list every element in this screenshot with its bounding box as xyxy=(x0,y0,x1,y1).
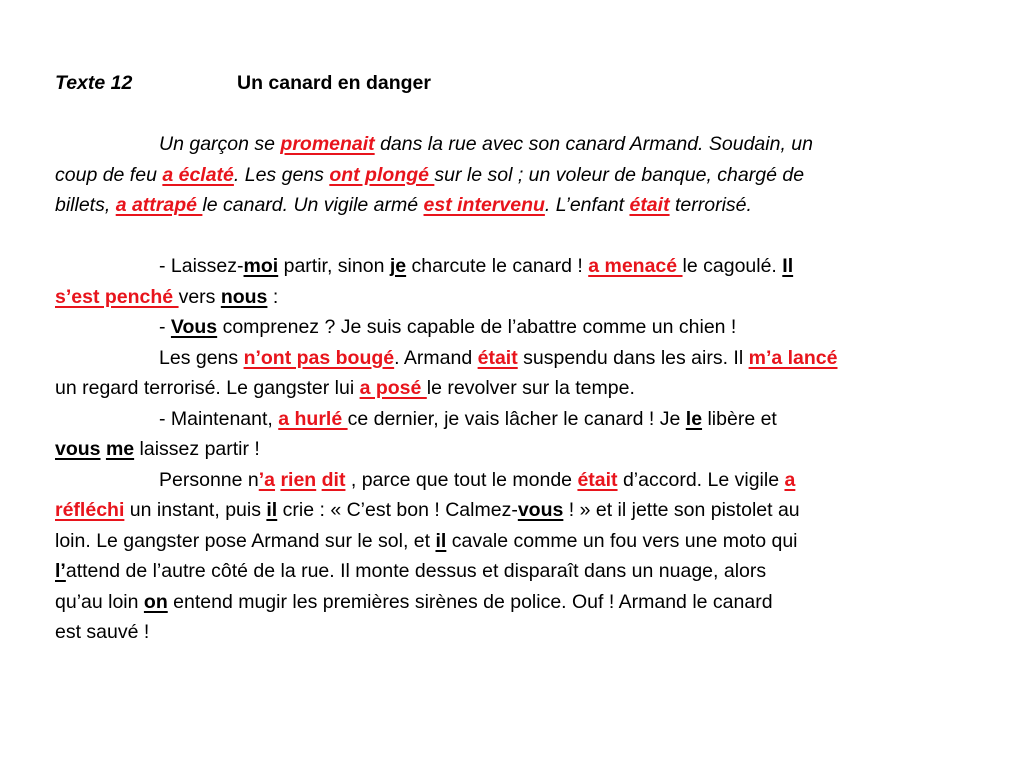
text-run: un regard terrorisé. Le gangster lui xyxy=(55,377,360,399)
text-run: libère et xyxy=(702,407,777,430)
highlighted-verb: rien xyxy=(280,468,317,491)
text-run: le revolver sur la tempe. xyxy=(426,377,635,399)
text-run: cavale comme un fou vers une moto qui xyxy=(446,529,798,552)
text-run: ! » et il jette son pistolet au xyxy=(563,499,800,521)
highlighted-verb: est intervenu xyxy=(423,194,545,216)
text-run: sur le sol ; un voleur de banque, chargé de xyxy=(434,163,805,186)
highlighted-verb: était xyxy=(629,194,670,216)
highlighted-pronoun: on xyxy=(143,590,168,613)
text-run: . Armand xyxy=(394,346,478,369)
highlighted-verb: a xyxy=(784,468,796,491)
text-line xyxy=(55,556,955,587)
text-line xyxy=(55,495,955,526)
text-number-label: Texte 12 xyxy=(55,72,133,94)
text-line xyxy=(55,373,955,404)
text-run: est sauvé ! xyxy=(55,621,150,643)
text-lines xyxy=(55,99,955,648)
text-run: le cagoulé. xyxy=(682,255,783,277)
highlighted-pronoun: vous xyxy=(55,438,101,460)
text-run: loin. Le gangster pose Armand sur le sol, et xyxy=(55,529,436,552)
text-run: entend mugir les premières sirènes de police. Ouf ! Armand le canard xyxy=(167,590,773,613)
highlighted-pronoun: il xyxy=(266,499,278,521)
text-line xyxy=(55,282,955,313)
highlighted-verb: ’a xyxy=(258,468,276,491)
highlighted-verb: ont plongé xyxy=(329,163,435,186)
document-body xyxy=(55,68,955,648)
highlighted-pronoun: Vous xyxy=(170,316,218,338)
text-run: - Laissez- xyxy=(159,255,244,277)
highlighted-verb: m’a lancé xyxy=(748,346,838,369)
highlighted-verb: s’est penché xyxy=(55,285,179,308)
highlighted-verb: a posé xyxy=(359,377,427,399)
text-run: charcute le canard ! xyxy=(406,255,589,277)
text-run: dans la rue avec son canard Armand. Soudain, un xyxy=(374,133,813,155)
text-run: comprenez ? Je suis capable de l’abattre comme un chien ! xyxy=(217,316,737,338)
highlighted-verb: était xyxy=(577,468,618,491)
text-line xyxy=(55,343,955,374)
highlighted-verb: n’ont pas bougé xyxy=(243,346,395,369)
highlighted-verb: promenait xyxy=(280,133,375,155)
text-line xyxy=(55,404,955,435)
text-run: Personne n xyxy=(159,468,259,491)
highlighted-pronoun: me xyxy=(105,438,135,460)
text-run: le canard. Un vigile armé xyxy=(202,194,424,216)
text-run: coup de feu xyxy=(55,163,163,186)
text-run: , parce que tout le monde xyxy=(345,468,578,491)
text-run: laissez partir ! xyxy=(134,438,260,460)
story-title: Un canard en danger xyxy=(237,72,431,94)
text-run: qu’au loin xyxy=(55,590,144,613)
text-run: . Les gens xyxy=(233,163,330,186)
highlighted-verb: a hurlé xyxy=(278,407,348,430)
text-run: partir, sinon xyxy=(278,255,390,277)
text-run: crie : « C’est bon ! Calmez- xyxy=(277,499,518,521)
text-line xyxy=(55,251,955,282)
text-run: terrorisé. xyxy=(669,194,752,216)
highlighted-pronoun: nous xyxy=(220,285,268,308)
text-run: suspendu dans les airs. Il xyxy=(517,346,749,369)
highlighted-verb: a attrapé xyxy=(115,194,203,216)
highlighted-pronoun: moi xyxy=(243,255,279,277)
text-run: - xyxy=(159,316,171,338)
text-line xyxy=(55,129,955,160)
highlighted-pronoun: l’ xyxy=(55,560,66,582)
text-line xyxy=(55,190,955,221)
text-run: attend de l’autre côté de la rue. Il monte dessus et disparaît dans un nuage, alors xyxy=(65,560,767,582)
highlighted-verb: réfléchi xyxy=(55,499,125,521)
text-run: billets, xyxy=(55,194,116,216)
text-line xyxy=(55,617,955,648)
text-line xyxy=(55,434,955,465)
text-run: Un garçon se xyxy=(159,133,281,155)
text-line xyxy=(55,465,955,496)
text-line xyxy=(55,526,955,557)
blank-line xyxy=(55,221,955,252)
text-run: vers xyxy=(178,285,221,308)
highlighted-pronoun: Il xyxy=(782,255,794,277)
text-run: : xyxy=(267,285,279,308)
blank-line xyxy=(55,99,955,130)
text-run: Les gens xyxy=(159,346,244,369)
highlighted-pronoun: je xyxy=(389,255,407,277)
text-run: un instant, puis xyxy=(124,499,267,521)
highlighted-pronoun: vous xyxy=(517,499,564,521)
highlighted-verb: était xyxy=(477,346,518,369)
highlighted-verb: dit xyxy=(321,468,346,491)
text-run: d’accord. Le vigile xyxy=(617,468,785,491)
highlighted-pronoun: le xyxy=(685,407,703,430)
text-run: . L’enfant xyxy=(544,194,630,216)
highlighted-pronoun: il xyxy=(435,529,447,552)
text-line xyxy=(55,587,955,618)
text-run: - Maintenant, xyxy=(159,407,279,430)
highlighted-verb: a menacé xyxy=(588,255,683,277)
text-line xyxy=(55,160,955,191)
text-line xyxy=(55,312,955,343)
text-run: ce dernier, je vais lâcher le canard ! Je xyxy=(347,407,686,430)
title-line xyxy=(55,68,955,99)
highlighted-verb: a éclaté xyxy=(162,163,234,186)
